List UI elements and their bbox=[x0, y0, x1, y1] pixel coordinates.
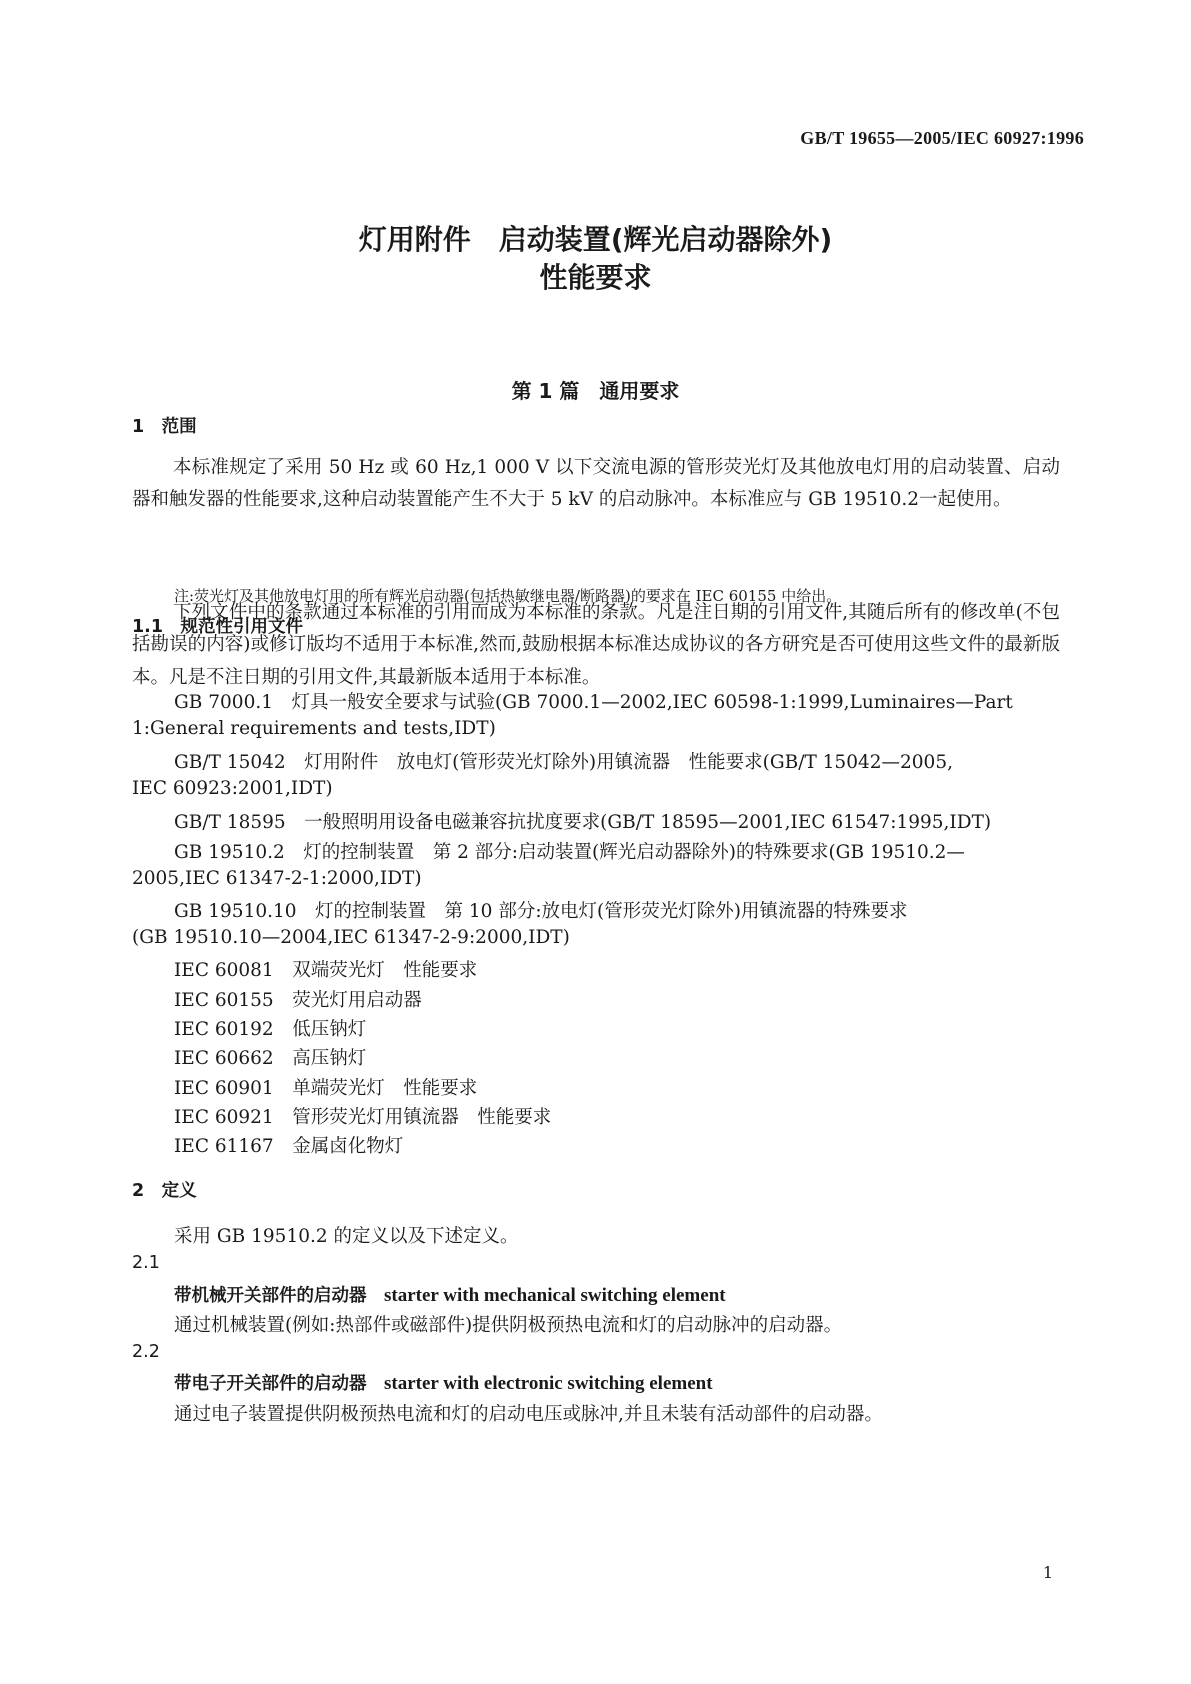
reference-item: GB/T 18595 一般照明用设备电磁兼容抗扰度要求(GB/T 18595—2001,IEC 61547:1995,IDT) bbox=[174, 812, 992, 833]
section-1-1-paragraph: 下列文件中的条款通过本标准的引用而成为本标准的条款。凡是注日期的引用文件,其随后所有的修改单(不包括勘误的内容)或修订版均不适用于本标准,然而,鼓励根据本标准达成协议的各方研究是否可使用这些文件的最新版本。凡是不注日期的引用文件,其最新版本适用于本标准。 bbox=[132, 602, 1060, 688]
reference-item: IEC 60901 单端荧光灯 性能要求 bbox=[174, 1078, 478, 1099]
definition-text: 通过机械装置(例如:热部件或磁部件)提供阴极预热电流和灯的启动脉冲的启动器。 bbox=[174, 1315, 843, 1336]
section-1-paragraph: 本标准规定了采用 50 Hz 或 60 Hz,1 000 V 以下交流电源的管形荧光灯及其他放电灯用的启动装置、启动器和触发器的性能要求,这种启动装置能产生不大于 5 kV 的启动脉冲。本标准应与 GB 19510.2一起使用。 bbox=[132, 457, 1060, 511]
page-number: 1 bbox=[1042, 1563, 1053, 1582]
definition-text: 通过电子装置提供阴极预热电流和灯的启动电压或脉冲,并且未装有活动部件的启动器。 bbox=[174, 1404, 883, 1425]
definition-term bbox=[174, 1282, 726, 1307]
reference-item-continuation: IEC 60923:2001,IDT) bbox=[132, 778, 333, 799]
reference-item: GB/T 15042 灯用附件 放电灯(管形荧光灯除外)用镇流器 性能要求(GB/T 15042—2005, bbox=[174, 752, 953, 773]
reference-item: IEC 60192 低压钠灯 bbox=[174, 1019, 367, 1040]
section-1-1-heading: 1.1 规范性引用文件 bbox=[132, 617, 304, 637]
definition-term-cn: 带机械开关部件的启动器 bbox=[174, 1286, 367, 1306]
reference-item: IEC 61167 金属卤化物灯 bbox=[174, 1136, 404, 1157]
reference-item: GB 19510.10 灯的控制装置 第 10 部分:放电灯(管形荧光灯除外)用镇流器的特殊要求 bbox=[174, 901, 908, 922]
definition-term bbox=[174, 1370, 713, 1395]
reference-item: IEC 60155 荧光灯用启动器 bbox=[174, 990, 422, 1011]
reference-item: GB 7000.1 灯具一般安全要求与试验(GB 7000.1—2002,IEC 60598-1:1999,Luminaires—Part bbox=[174, 692, 1013, 713]
reference-item: IEC 60921 管形荧光灯用镇流器 性能要求 bbox=[174, 1107, 552, 1128]
section-2-heading: 2 定义 bbox=[132, 1181, 197, 1201]
section-1-note: 注:荧光灯及其他放电灯用的所有辉光启动器(包括热敏继电器/断路器)的要求在 IEC 60155 中给出。 bbox=[174, 587, 842, 605]
part-heading: 第 1 篇 通用要求 bbox=[511, 379, 680, 403]
document-title-line1: 灯用附件 启动装置(辉光启动器除外) bbox=[358, 223, 833, 256]
reference-item-continuation: (GB 19510.10—2004,IEC 61347-2-9:2000,IDT) bbox=[132, 927, 570, 948]
definition-number: 2.2 bbox=[132, 1342, 160, 1362]
reference-item: IEC 60081 双端荧光灯 性能要求 bbox=[174, 960, 478, 981]
standard-number-header: GB/T 19655—2005/IEC 60927:1996 bbox=[800, 128, 1084, 148]
reference-item-continuation: 1:General requirements and tests,IDT) bbox=[132, 718, 496, 739]
reference-item-continuation: 2005,IEC 61347-2-1:2000,IDT) bbox=[132, 868, 422, 889]
reference-item: GB 19510.2 灯的控制装置 第 2 部分:启动装置(辉光启动器除外)的特殊要求(GB 19510.2— bbox=[174, 842, 965, 863]
definition-number: 2.1 bbox=[132, 1253, 160, 1273]
document-title-line2: 性能要求 bbox=[539, 261, 652, 294]
reference-item: IEC 60662 高压钠灯 bbox=[174, 1048, 367, 1069]
definition-term-cn: 带电子开关部件的启动器 bbox=[174, 1374, 367, 1394]
section-2-paragraph: 采用 GB 19510.2 的定义以及下述定义。 bbox=[174, 1226, 519, 1247]
section-1-heading: 1 范围 bbox=[132, 417, 197, 437]
definition-term-en: starter with mechanical switching element bbox=[384, 1285, 726, 1306]
definition-term-en: starter with electronic switching element bbox=[384, 1373, 713, 1394]
